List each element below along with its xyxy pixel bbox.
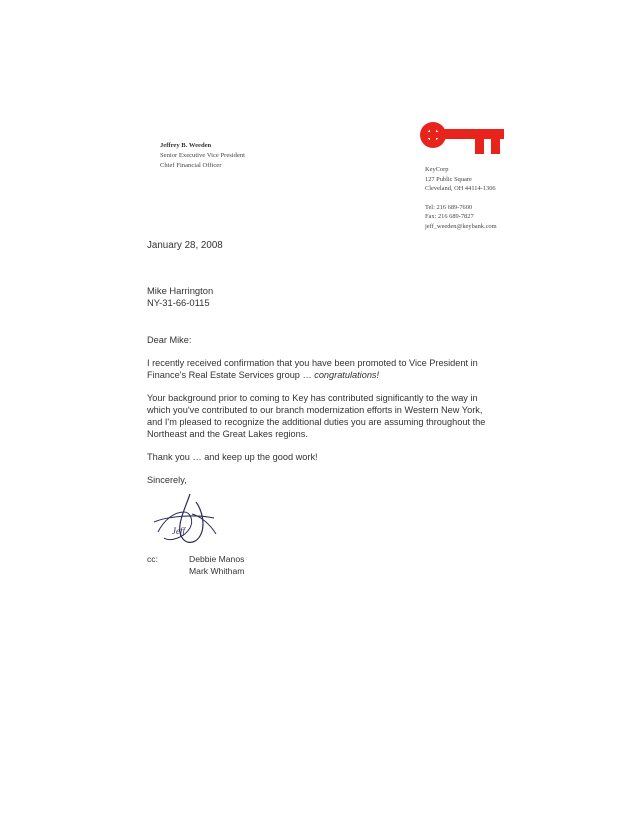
salutation: Dear Mike: bbox=[147, 335, 192, 345]
sender-name: Jeffrey B. Weeden bbox=[160, 142, 212, 149]
recipient-block bbox=[147, 285, 213, 308]
sender-title: Senior Executive Vice President bbox=[160, 152, 245, 159]
paragraph-background: Your background prior to coming to Key has contributed significantly to the way in which you've contributed to our branch modernization efforts in Western New York, and I'm pleased to recognize the additional duties you are assuming throughout the Northeast and the Great Lakes regions. bbox=[147, 393, 486, 439]
cc-name-1: Debbie Manos bbox=[189, 554, 245, 564]
letter-body bbox=[147, 335, 487, 487]
recipient-code: NY-31-66-0115 bbox=[147, 296, 210, 308]
cc-name-2: Mark Whitham bbox=[189, 565, 245, 576]
cc-label: cc: bbox=[147, 554, 158, 564]
cc-names bbox=[189, 554, 244, 577]
company-address-block bbox=[425, 165, 497, 232]
company-phone: Tel: 216 689-7600 bbox=[425, 203, 473, 211]
letter-date: January 28, 2008 bbox=[147, 240, 223, 251]
closing: Sincerely, bbox=[147, 475, 187, 486]
paragraph-promotion bbox=[147, 358, 487, 382]
congratulations-text: congratulations! bbox=[314, 370, 380, 381]
sender-block bbox=[160, 141, 245, 171]
sender-role: Chief Financial Officer bbox=[160, 162, 222, 169]
keycorp-key-logo-icon bbox=[418, 121, 506, 155]
promotion-text: I recently received confirmation that you have been promoted to Vice President in Finance's Real Estate Services group … bbox=[147, 358, 478, 381]
company-fax: Fax: 216 689-7827 bbox=[425, 213, 474, 221]
company-name: KeyCorp bbox=[425, 166, 449, 173]
recipient-name: Mike Harrington bbox=[147, 285, 214, 296]
company-email: jeff_weeden@keybank.com bbox=[425, 222, 497, 230]
company-city: Cleveland, OH 44114-1306 bbox=[425, 185, 496, 193]
company-street: 127 Public Square bbox=[425, 175, 472, 183]
signature-jeff-text: Jeff bbox=[172, 526, 185, 536]
handwritten-signature bbox=[150, 492, 240, 548]
paragraph-thanks: Thank you … and keep up the good work! bbox=[147, 452, 318, 463]
